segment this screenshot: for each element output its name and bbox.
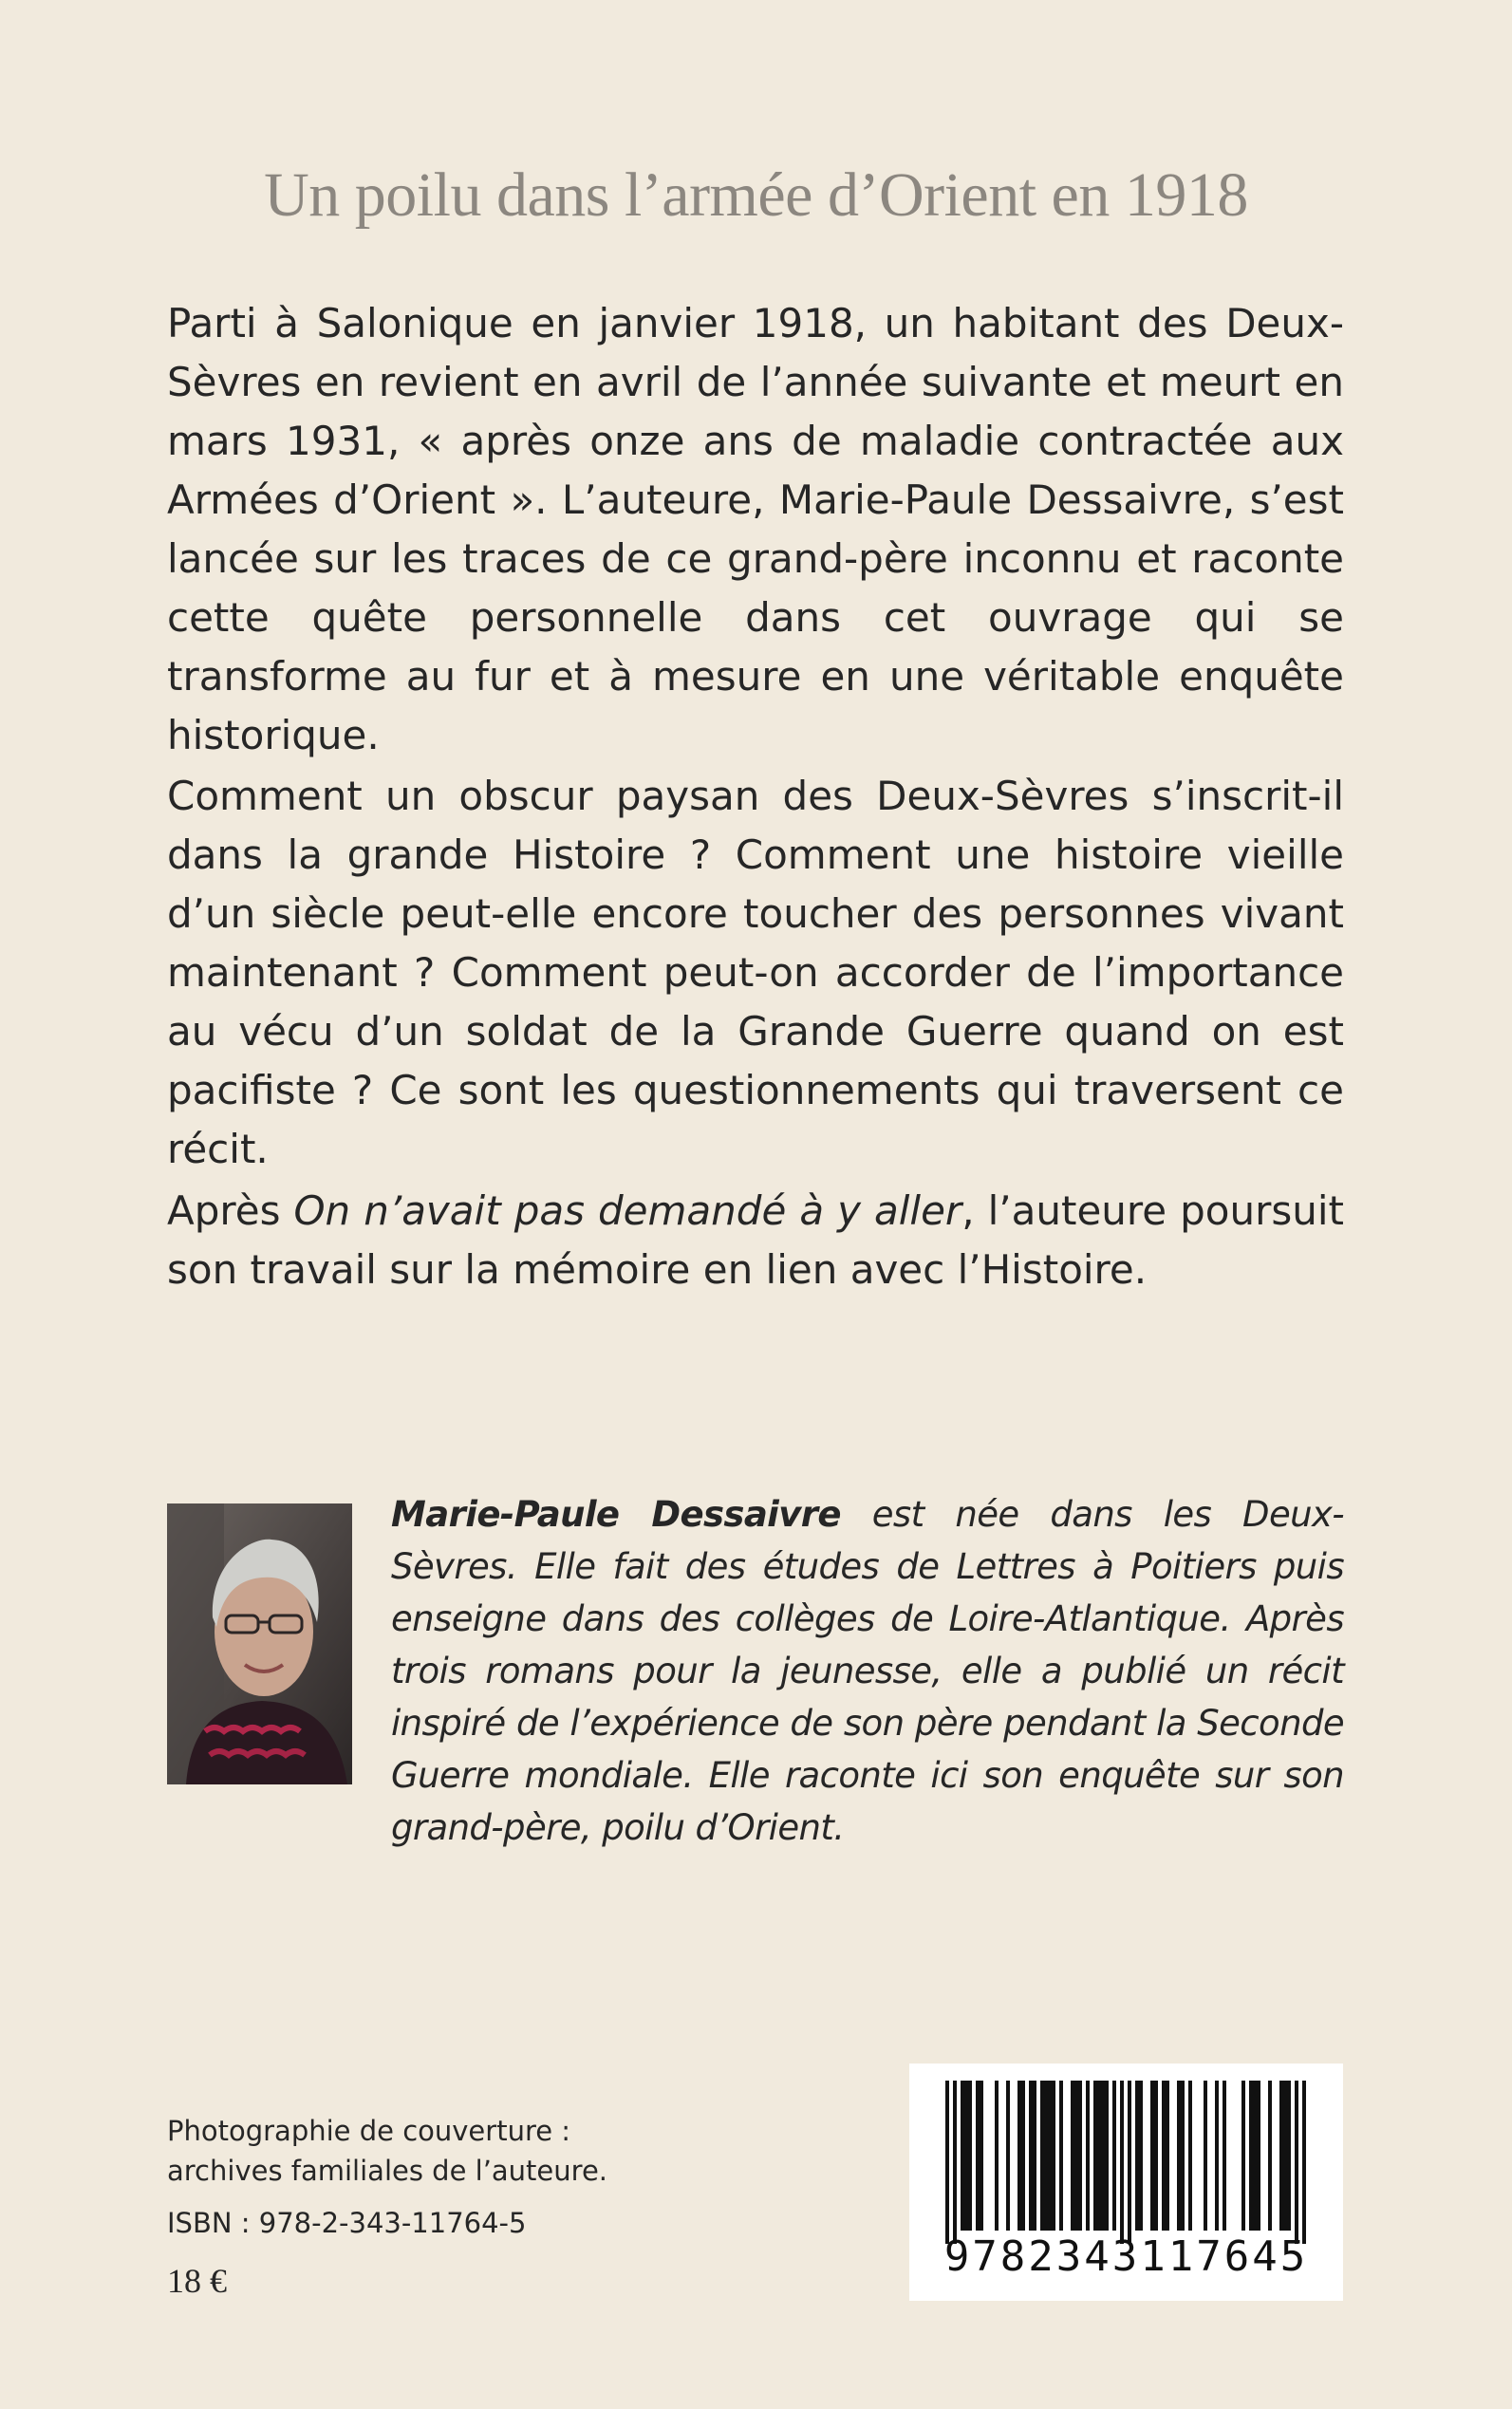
book-title: Un poilu dans l’armée d’Orient en 1918 <box>264 160 1248 230</box>
barcode-bar <box>1112 2081 1116 2231</box>
isbn: ISBN : 978-2-343-11764-5 <box>167 2207 527 2239</box>
paragraph3-before: Après <box>167 1187 294 1234</box>
barcode-bar <box>1204 2081 1207 2231</box>
barcode-bar <box>1287 2081 1291 2231</box>
barcode-bar <box>1135 2081 1139 2231</box>
barcode-bar <box>1139 2081 1143 2231</box>
barcode-bar <box>1177 2081 1181 2231</box>
barcode-bar <box>1033 2081 1036 2231</box>
barcode-bar <box>1040 2081 1044 2231</box>
barcode-number: 9782343117645 <box>943 2232 1309 2281</box>
barcode-bar <box>961 2081 964 2231</box>
barcode-bar <box>1029 2081 1033 2231</box>
barcode-bar <box>1086 2081 1090 2231</box>
author-photo <box>167 1503 352 1784</box>
barcode-bar <box>1074 2081 1078 2231</box>
barcode-bar <box>1078 2081 1082 2231</box>
barcode-bar <box>1128 2081 1131 2244</box>
barcode-bar <box>953 2081 957 2244</box>
barcode-bar <box>945 2081 949 2244</box>
barcode-bar <box>1181 2081 1185 2231</box>
barcode-bar <box>1093 2081 1097 2231</box>
author-bio <box>391 1488 1344 1854</box>
barcode-bar <box>1017 2081 1021 2231</box>
barcode-bar <box>1097 2081 1101 2231</box>
barcode-bar <box>1283 2081 1287 2231</box>
barcode-bar <box>968 2081 972 2231</box>
barcode-bar <box>1257 2081 1260 2231</box>
barcode-bar <box>1302 2081 1306 2244</box>
barcode-bar <box>1071 2081 1074 2231</box>
paragraph3-after: , l’auteure poursuit son travail sur la mémoire en lien avec l’Histoire. <box>167 1187 1345 1293</box>
barcode-bar <box>1162 2081 1166 2231</box>
author-name: Marie-Paule Dessaivre <box>391 1494 841 1535</box>
barcode-bar <box>1295 2081 1298 2244</box>
price: 18 € <box>167 2262 227 2300</box>
barcode-bar <box>1044 2081 1048 2231</box>
author-bio-text: est née dans les Deux-Sèvres. Elle fait des études de Lettres à Poitiers puis enseigne dans des collèges de Loire-Atlantique. Après trois romans pour la jeunesse, elle a publié un récit inspiré de l’expérience de son père pendant la Seconde Guerre mondiale. Elle raconte ici son enquête sur son grand-père, poilu d’Orient. <box>391 1494 1345 1848</box>
barcode-bar <box>1006 2081 1010 2231</box>
barcode-bar <box>1166 2081 1169 2231</box>
photo-credit <box>167 2111 607 2191</box>
barcode-bar <box>976 2081 980 2231</box>
barcode-bar <box>1253 2081 1257 2231</box>
previous-book-title: On n’avait pas demandé à y aller <box>293 1187 962 1234</box>
barcode-bar <box>1279 2081 1283 2231</box>
barcode-bar <box>1154 2081 1158 2231</box>
barcode-bar <box>1188 2081 1192 2231</box>
barcode-bar <box>980 2081 983 2231</box>
summary-paragraph-1: Parti à Salonique en janvier 1918, un habitant des Deux-Sèvres en revient en avril de l’année suivante et meurt en mars 1931, « après onze ans de maladie contractée aux Armées d’Orient ». L’auteure, Marie-Paule Dessaivre, s’est lancée sur les traces de ce grand-père inconnu et raconte cette quête personnelle dans cet ouvrage qui se transforme au fur et à mesure en une véritable enquête historique. <box>167 300 1344 758</box>
barcode-bar <box>1150 2081 1154 2231</box>
photo-credit-line-2: archives familiales de l’auteure. <box>167 2155 607 2187</box>
summary-paragraph-2: Comment un obscur paysan des Deux-Sèvres s’inscrit-il dans la grande Histoire ? Comment une histoire vieille d’un siècle peut-elle encore toucher des personnes vivant maintenant ? Comment peut-on accorder de l’importance au vécu d’un soldat de la Grande Guerre quand on est pacifiste ? Ce sont les questionnements qui traversent ce récit. <box>167 773 1344 1172</box>
barcode-bar <box>1268 2081 1272 2231</box>
barcode-bar <box>1241 2081 1245 2231</box>
barcode-bar <box>995 2081 999 2231</box>
barcode-bar <box>1052 2081 1055 2231</box>
barcode-bar <box>1021 2081 1025 2231</box>
barcode-bar <box>1215 2081 1219 2231</box>
barcode-bar <box>1249 2081 1253 2231</box>
barcode <box>909 2064 1343 2301</box>
barcode-bar <box>1101 2081 1105 2231</box>
barcode-bar <box>964 2081 968 2231</box>
barcode-bar <box>1223 2081 1226 2231</box>
barcode-bar <box>1048 2081 1052 2231</box>
summary-paragraph-3 <box>167 1182 1344 1299</box>
barcode-bar <box>1059 2081 1063 2231</box>
barcode-bar <box>1120 2081 1124 2244</box>
barcode-bar <box>1105 2081 1109 2231</box>
photo-credit-line-1: Photographie de couverture : <box>167 2115 571 2147</box>
